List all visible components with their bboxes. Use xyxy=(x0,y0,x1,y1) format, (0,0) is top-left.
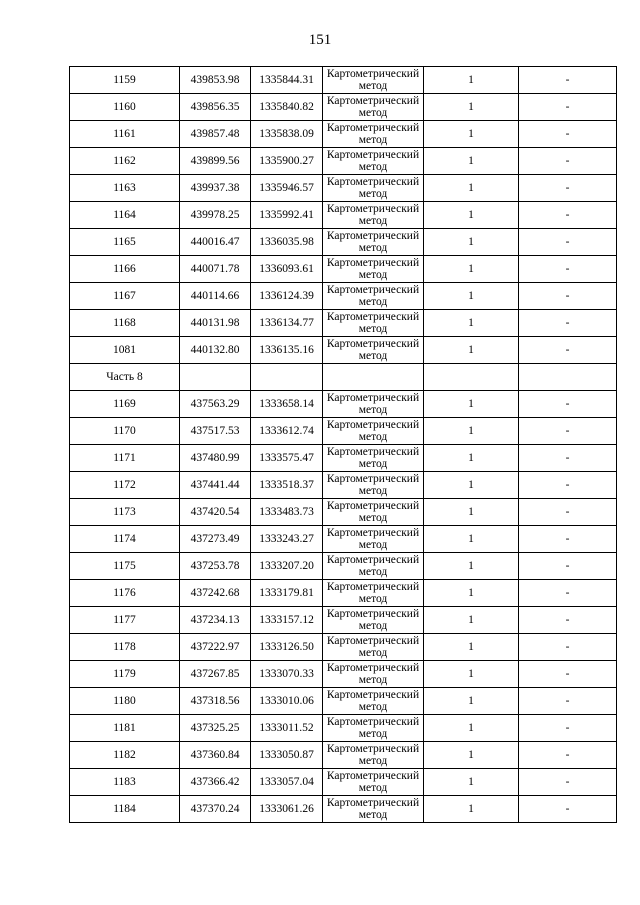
description-cell: - xyxy=(519,742,617,769)
point-number-cell: 1177 xyxy=(70,607,180,634)
x-coordinate-cell: 437517.53 xyxy=(180,418,251,445)
description-cell: - xyxy=(519,445,617,472)
point-number-cell: 1163 xyxy=(70,175,180,202)
accuracy-cell: 1 xyxy=(424,742,519,769)
y-coordinate-cell: 1333057.04 xyxy=(251,769,323,796)
accuracy-cell: 1 xyxy=(424,472,519,499)
description-cell: - xyxy=(519,715,617,742)
y-coordinate-cell: 1335992.41 xyxy=(251,202,323,229)
x-coordinate-cell: 437370.24 xyxy=(180,796,251,823)
table-row xyxy=(70,418,617,445)
point-number-cell: 1175 xyxy=(70,553,180,580)
method-cell: Картометрический метод xyxy=(323,688,424,715)
method-cell: Картометрический метод xyxy=(323,769,424,796)
table-row xyxy=(70,634,617,661)
point-number-cell: 1174 xyxy=(70,526,180,553)
x-coordinate-cell: 437267.85 xyxy=(180,661,251,688)
accuracy-cell: 1 xyxy=(424,337,519,364)
page-number: 151 xyxy=(308,32,332,48)
description-cell: - xyxy=(519,526,617,553)
x-coordinate-cell: 437234.13 xyxy=(180,607,251,634)
y-coordinate-cell: 1333126.50 xyxy=(251,634,323,661)
accuracy-cell: 1 xyxy=(424,391,519,418)
y-coordinate-cell: 1333207.20 xyxy=(251,553,323,580)
x-coordinate-cell: 439978.25 xyxy=(180,202,251,229)
table-row xyxy=(70,256,617,283)
accuracy-cell: 1 xyxy=(424,175,519,202)
x-coordinate-cell: 437563.29 xyxy=(180,391,251,418)
point-number-cell: 1173 xyxy=(70,499,180,526)
coordinates-table xyxy=(69,66,617,823)
y-coordinate-cell: 1333518.37 xyxy=(251,472,323,499)
table-row xyxy=(70,526,617,553)
accuracy-cell: 1 xyxy=(424,94,519,121)
x-coordinate-cell: 440131.98 xyxy=(180,310,251,337)
method-cell: Картометрический метод xyxy=(323,310,424,337)
accuracy-cell: 1 xyxy=(424,310,519,337)
description-cell: - xyxy=(519,634,617,661)
method-cell: Картометрический метод xyxy=(323,121,424,148)
y-coordinate-cell: 1335946.57 xyxy=(251,175,323,202)
description-cell: - xyxy=(519,175,617,202)
method-cell: Картометрический метод xyxy=(323,499,424,526)
y-coordinate-cell: 1333179.81 xyxy=(251,580,323,607)
method-cell: Картометрический метод xyxy=(323,418,424,445)
table-row xyxy=(70,175,617,202)
accuracy-cell: 1 xyxy=(424,418,519,445)
x-coordinate-cell: 437325.25 xyxy=(180,715,251,742)
point-number-cell: 1165 xyxy=(70,229,180,256)
point-number-cell: 1181 xyxy=(70,715,180,742)
description-cell: - xyxy=(519,229,617,256)
description-cell: - xyxy=(519,310,617,337)
y-coordinate-cell: 1333483.73 xyxy=(251,499,323,526)
x-coordinate-cell: 437242.68 xyxy=(180,580,251,607)
y-coordinate-cell: 1335900.27 xyxy=(251,148,323,175)
y-coordinate-cell: 1333575.47 xyxy=(251,445,323,472)
method-cell: Картометрический метод xyxy=(323,715,424,742)
method-cell: Картометрический метод xyxy=(323,472,424,499)
method-cell: Картометрический метод xyxy=(323,283,424,310)
table-row xyxy=(70,472,617,499)
y-coordinate-cell: 1336124.39 xyxy=(251,283,323,310)
coordinates-table-body xyxy=(70,67,617,823)
method-cell: Картометрический метод xyxy=(323,175,424,202)
method-cell: Картометрический метод xyxy=(323,796,424,823)
table-row xyxy=(70,688,617,715)
empty-cell xyxy=(519,364,617,391)
y-coordinate-cell: 1333612.74 xyxy=(251,418,323,445)
x-coordinate-cell: 439853.98 xyxy=(180,67,251,94)
description-cell: - xyxy=(519,499,617,526)
accuracy-cell: 1 xyxy=(424,796,519,823)
point-number-cell: 1170 xyxy=(70,418,180,445)
description-cell: - xyxy=(519,148,617,175)
accuracy-cell: 1 xyxy=(424,67,519,94)
method-cell: Картометрический метод xyxy=(323,337,424,364)
empty-cell xyxy=(323,364,424,391)
part-label: Часть 8 xyxy=(70,364,180,391)
table-row xyxy=(70,229,617,256)
point-number-cell: 1172 xyxy=(70,472,180,499)
accuracy-cell: 1 xyxy=(424,553,519,580)
table-row xyxy=(70,391,617,418)
x-coordinate-cell: 440016.47 xyxy=(180,229,251,256)
y-coordinate-cell: 1335840.82 xyxy=(251,94,323,121)
table-row xyxy=(70,607,617,634)
table-row xyxy=(70,499,617,526)
x-coordinate-cell: 437360.84 xyxy=(180,742,251,769)
point-number-cell: 1161 xyxy=(70,121,180,148)
point-number-cell: 1167 xyxy=(70,283,180,310)
table-row xyxy=(70,445,617,472)
table-row xyxy=(70,148,617,175)
table-row xyxy=(70,796,617,823)
description-cell: - xyxy=(519,418,617,445)
description-cell: - xyxy=(519,472,617,499)
accuracy-cell: 1 xyxy=(424,715,519,742)
accuracy-cell: 1 xyxy=(424,580,519,607)
y-coordinate-cell: 1336134.77 xyxy=(251,310,323,337)
accuracy-cell: 1 xyxy=(424,202,519,229)
x-coordinate-cell: 439857.48 xyxy=(180,121,251,148)
description-cell: - xyxy=(519,121,617,148)
point-number-cell: 1162 xyxy=(70,148,180,175)
accuracy-cell: 1 xyxy=(424,688,519,715)
y-coordinate-cell: 1333010.06 xyxy=(251,688,323,715)
x-coordinate-cell: 439856.35 xyxy=(180,94,251,121)
table-row xyxy=(70,202,617,229)
x-coordinate-cell: 437480.99 xyxy=(180,445,251,472)
point-number-cell: 1183 xyxy=(70,769,180,796)
description-cell: - xyxy=(519,202,617,229)
table-row xyxy=(70,283,617,310)
x-coordinate-cell: 437318.56 xyxy=(180,688,251,715)
point-number-cell: 1179 xyxy=(70,661,180,688)
accuracy-cell: 1 xyxy=(424,499,519,526)
method-cell: Картометрический метод xyxy=(323,94,424,121)
point-number-cell: 1166 xyxy=(70,256,180,283)
x-coordinate-cell: 440071.78 xyxy=(180,256,251,283)
part-header-row xyxy=(70,364,617,391)
description-cell: - xyxy=(519,769,617,796)
accuracy-cell: 1 xyxy=(424,121,519,148)
empty-cell xyxy=(180,364,251,391)
table-row xyxy=(70,769,617,796)
description-cell: - xyxy=(519,580,617,607)
x-coordinate-cell: 439899.56 xyxy=(180,148,251,175)
point-number-cell: 1171 xyxy=(70,445,180,472)
method-cell: Картометрический метод xyxy=(323,67,424,94)
point-number-cell: 1178 xyxy=(70,634,180,661)
accuracy-cell: 1 xyxy=(424,283,519,310)
y-coordinate-cell: 1336035.98 xyxy=(251,229,323,256)
method-cell: Картометрический метод xyxy=(323,256,424,283)
method-cell: Картометрический метод xyxy=(323,445,424,472)
description-cell: - xyxy=(519,94,617,121)
method-cell: Картометрический метод xyxy=(323,229,424,256)
accuracy-cell: 1 xyxy=(424,229,519,256)
accuracy-cell: 1 xyxy=(424,526,519,553)
description-cell: - xyxy=(519,337,617,364)
method-cell: Картометрический метод xyxy=(323,202,424,229)
point-number-cell: 1159 xyxy=(70,67,180,94)
x-coordinate-cell: 440114.66 xyxy=(180,283,251,310)
y-coordinate-cell: 1333243.27 xyxy=(251,526,323,553)
y-coordinate-cell: 1333658.14 xyxy=(251,391,323,418)
point-number-cell: 1081 xyxy=(70,337,180,364)
y-coordinate-cell: 1333061.26 xyxy=(251,796,323,823)
method-cell: Картометрический метод xyxy=(323,148,424,175)
point-number-cell: 1182 xyxy=(70,742,180,769)
point-number-cell: 1180 xyxy=(70,688,180,715)
table-row xyxy=(70,580,617,607)
description-cell: - xyxy=(519,553,617,580)
x-coordinate-cell: 437366.42 xyxy=(180,769,251,796)
x-coordinate-cell: 437420.54 xyxy=(180,499,251,526)
x-coordinate-cell: 437441.44 xyxy=(180,472,251,499)
description-cell: - xyxy=(519,283,617,310)
table-row xyxy=(70,661,617,688)
description-cell: - xyxy=(519,607,617,634)
description-cell: - xyxy=(519,796,617,823)
table-row xyxy=(70,94,617,121)
y-coordinate-cell: 1336135.16 xyxy=(251,337,323,364)
table-row xyxy=(70,337,617,364)
table-row xyxy=(70,553,617,580)
x-coordinate-cell: 437222.97 xyxy=(180,634,251,661)
method-cell: Картометрический метод xyxy=(323,553,424,580)
table-row xyxy=(70,742,617,769)
description-cell: - xyxy=(519,256,617,283)
x-coordinate-cell: 439937.38 xyxy=(180,175,251,202)
accuracy-cell: 1 xyxy=(424,634,519,661)
point-number-cell: 1164 xyxy=(70,202,180,229)
accuracy-cell: 1 xyxy=(424,607,519,634)
method-cell: Картометрический метод xyxy=(323,607,424,634)
empty-cell xyxy=(251,364,323,391)
accuracy-cell: 1 xyxy=(424,445,519,472)
point-number-cell: 1169 xyxy=(70,391,180,418)
method-cell: Картометрический метод xyxy=(323,526,424,553)
y-coordinate-cell: 1335838.09 xyxy=(251,121,323,148)
y-coordinate-cell: 1335844.31 xyxy=(251,67,323,94)
method-cell: Картометрический метод xyxy=(323,391,424,418)
accuracy-cell: 1 xyxy=(424,256,519,283)
table-row xyxy=(70,310,617,337)
table-row xyxy=(70,67,617,94)
accuracy-cell: 1 xyxy=(424,769,519,796)
description-cell: - xyxy=(519,661,617,688)
table-row xyxy=(70,715,617,742)
method-cell: Картометрический метод xyxy=(323,634,424,661)
x-coordinate-cell: 437253.78 xyxy=(180,553,251,580)
point-number-cell: 1176 xyxy=(70,580,180,607)
table-row xyxy=(70,121,617,148)
y-coordinate-cell: 1333011.52 xyxy=(251,715,323,742)
method-cell: Картометрический метод xyxy=(323,661,424,688)
y-coordinate-cell: 1333050.87 xyxy=(251,742,323,769)
method-cell: Картометрический метод xyxy=(323,742,424,769)
y-coordinate-cell: 1333157.12 xyxy=(251,607,323,634)
y-coordinate-cell: 1333070.33 xyxy=(251,661,323,688)
point-number-cell: 1168 xyxy=(70,310,180,337)
description-cell: - xyxy=(519,688,617,715)
x-coordinate-cell: 440132.80 xyxy=(180,337,251,364)
description-cell: - xyxy=(519,391,617,418)
accuracy-cell: 1 xyxy=(424,148,519,175)
point-number-cell: 1184 xyxy=(70,796,180,823)
y-coordinate-cell: 1336093.61 xyxy=(251,256,323,283)
description-cell: - xyxy=(519,67,617,94)
x-coordinate-cell: 437273.49 xyxy=(180,526,251,553)
method-cell: Картометрический метод xyxy=(323,580,424,607)
accuracy-cell: 1 xyxy=(424,661,519,688)
point-number-cell: 1160 xyxy=(70,94,180,121)
empty-cell xyxy=(424,364,519,391)
